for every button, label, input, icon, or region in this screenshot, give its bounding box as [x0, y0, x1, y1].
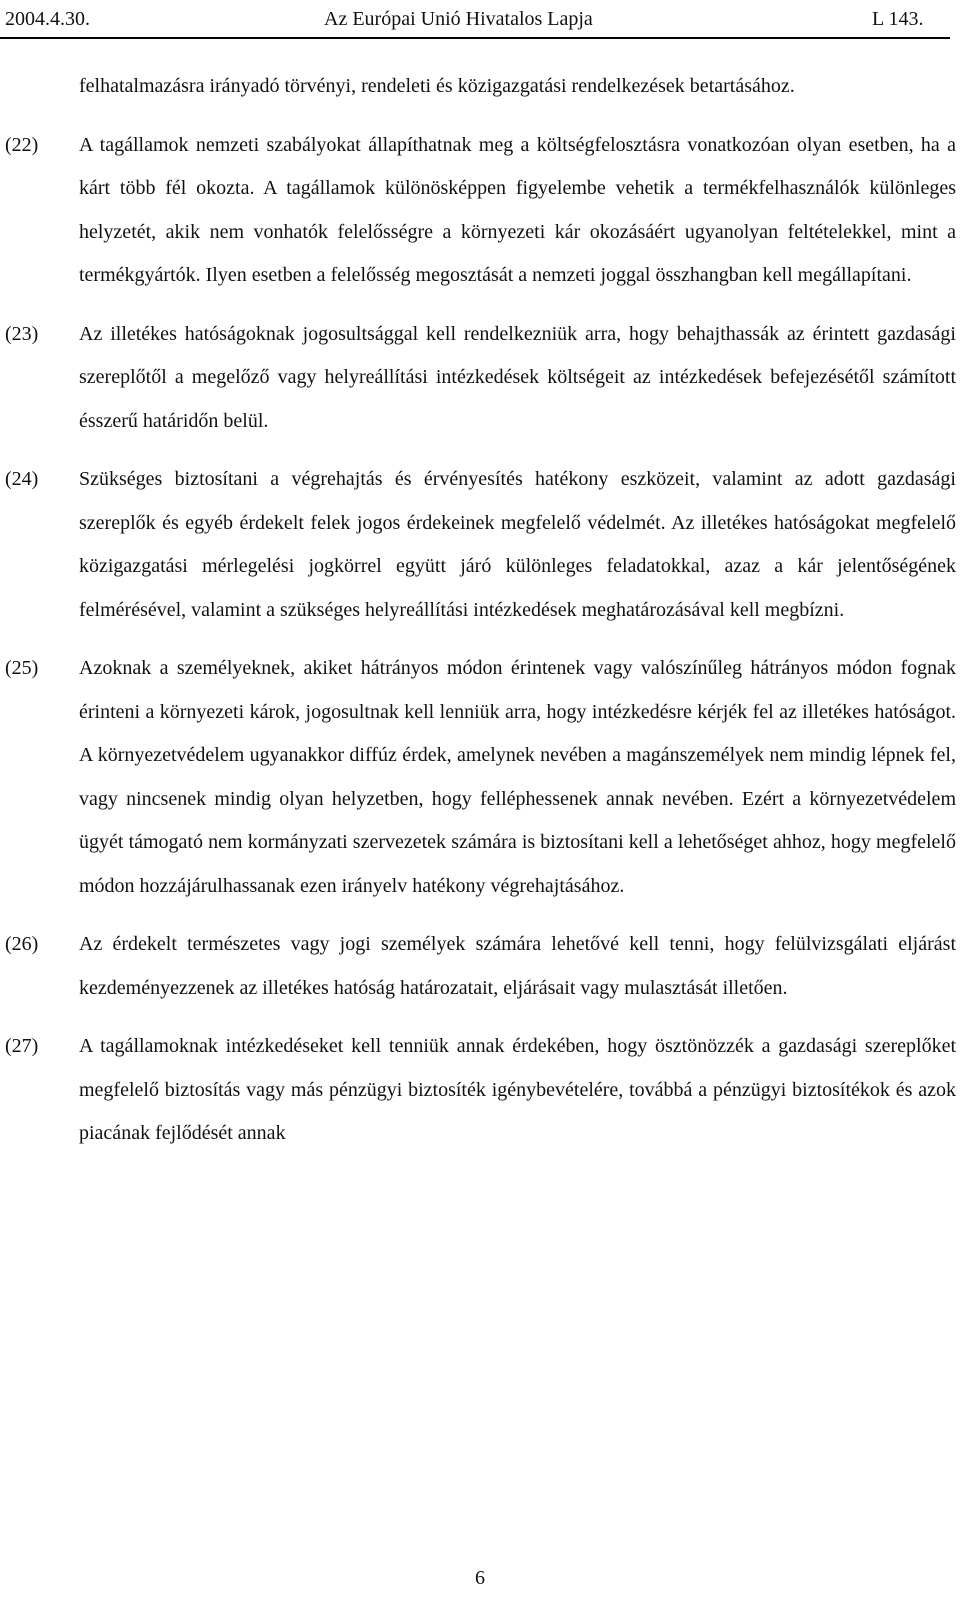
- paragraph-text: Az illetékes hatóságoknak jogosultsággal kell rendelkezniük arra, hogy behajthassák az érintett gazdasági szereplőtől a megelőző vagy helyreállítási intézkedések költségeit az intézkedések befejezésétől számított ésszerű határidőn belül.: [79, 322, 956, 432]
- paragraph-text: A tagállamok nemzeti szabályokat állapíthatnak meg a költségfelosztásra vonatkozóan olyan esetben, ha a kárt több fél okozta. A tagállamok különösképpen figyelembe vehetik a termékfelhasználók különleges helyzetét, akik nem vonhatók felelősségre a környezeti kár okozásáért ugyanolyan feltételekkel, mint a termékgyártók. Ilyen esetben a felelősség megosztását a nemzeti joggal összhangban kell megállapítani.: [79, 133, 956, 286]
- paragraph-number: (25): [5, 657, 39, 679]
- paragraph-24: [0, 458, 960, 632]
- paragraph-text: Azoknak a személyeknek, akiket hátrányos módon érintenek vagy valószínűleg hátrányos módon fognak érinteni a környezeti károk, jogosultnak kell lenniük arra, hogy intézkedésre kérjék fel az illetékes hatóságot. A környezetvédelem ugyanakkor diffúz érdek, amelynek nevében a magánszemélyek nem mindig lépnek fel, vagy nincsenek mindig olyan helyzetben, hogy felléphessenek annak nevében. Ezért a környezetvédelem ügyét támogató nem kormányzati szervezetek számára is biztosítani kell a lehetőséget ahhoz, hogy megfelelő módon hozzájárulhassanak ezen irányelv hatékony végrehajtásához.: [79, 657, 956, 897]
- paragraph-number: (22): [5, 133, 39, 156]
- paragraph-number: (27): [5, 1035, 39, 1057]
- paragraph-23: [0, 313, 960, 444]
- paragraph-continuation: [0, 65, 960, 109]
- page-header: [0, 0, 960, 36]
- paragraph-text: Az érdekelt természetes vagy jogi személyek számára lehetővé kell tenni, hogy felülvizsgálati eljárást kezdeményezzenek az illetékes hatóság határozatait, eljárásait vagy mulasztását illetően.: [79, 933, 956, 999]
- paragraph-number: (26): [5, 933, 39, 955]
- paragraph-25: [0, 647, 960, 908]
- page-number: 6: [475, 1567, 485, 1589]
- paragraph-26: [0, 923, 960, 1010]
- header-date: 2004.4.30.: [5, 8, 90, 30]
- paragraph-22: [0, 124, 960, 298]
- paragraph-text: felhatalmazásra irányadó törvényi, rendeleti és közigazgatási rendelkezések betartásához.: [79, 75, 795, 97]
- paragraph-number: (24): [5, 468, 39, 490]
- header-reference: L 143.: [872, 8, 924, 30]
- header-journal-title: Az Európai Unió Hivatalos Lapja: [324, 8, 593, 30]
- document-body: [0, 65, 960, 1171]
- header-rule: [0, 37, 950, 39]
- paragraph-text: Szükséges biztosítani a végrehajtás és érvényesítés hatékony eszközeit, valamint az adott gazdasági szereplők és egyéb érdekelt felek jogos érdekeinek megfelelő védelmét. Az illetékes hatóságokat megfelelő közigazgatási mérlegelési jogkörrel együtt járó különleges feladatokkal, azaz a kár jelentőségének felmérésével, valamint a szükséges helyreállítási intézkedések meghatározásával kell megbízni.: [79, 468, 956, 621]
- paragraph-number: (23): [5, 322, 39, 345]
- paragraph-text: A tagállamoknak intézkedéseket kell tenniük annak érdekében, hogy ösztönözzék a gazdasági szereplőket megfelelő biztosítás vagy más pénzügyi biztosíték igénybevételére, továbbá a pénzügyi biztosítékok és azok piacának fejlődését annak: [79, 1035, 956, 1144]
- paragraph-27: [0, 1025, 960, 1156]
